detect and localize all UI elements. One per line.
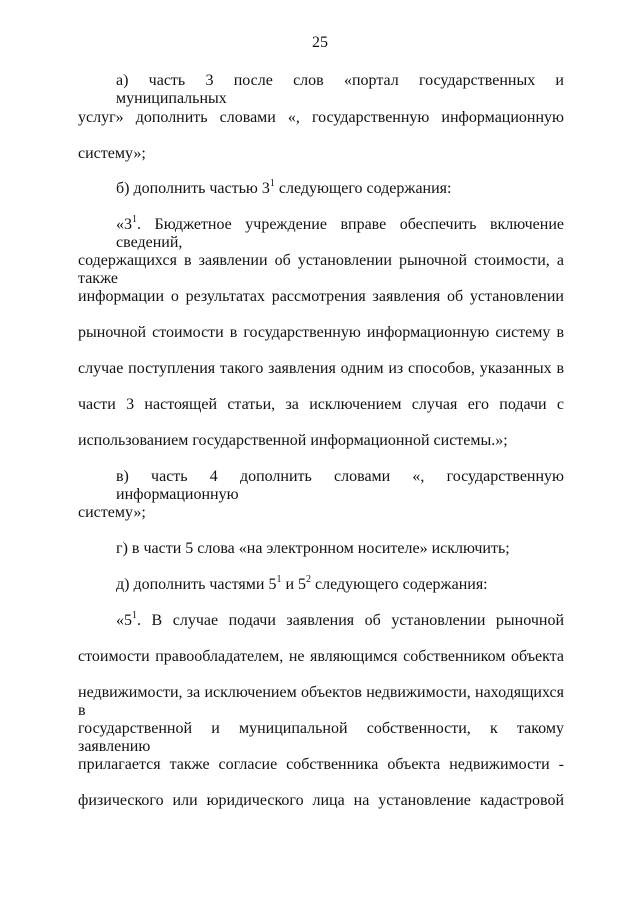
superscript: 1	[132, 213, 137, 225]
text-line: случае поступления такого заявления одним из способов, указанных в	[78, 360, 564, 377]
text-line: систему»;	[78, 504, 146, 521]
text-line: услуг» дополнить словами «, государственную информационную	[78, 109, 564, 126]
text-line: стоимости правообладателем, не являющимся собственником объекта	[78, 648, 564, 665]
text-line: «$3^1$. Бюджетное учреждение вправе обеспечить включение сведений,	[116, 213, 564, 251]
text-line: использованием государственной информационной системы.»;	[78, 432, 508, 449]
superscript: 1	[132, 609, 137, 621]
text-line: д) дополнить частями $5^1$ и $5^2$ следующего содержания:	[116, 573, 488, 593]
text-line: прилагается также согласие собственника объекта недвижимости -	[78, 756, 564, 773]
text-line: рыночной стоимости в государственную информационную систему в	[78, 324, 564, 341]
text-line: недвижимости, за исключением объектов недвижимости, находящихся в	[78, 684, 564, 719]
superscript: 1	[269, 177, 275, 189]
text-line: а) часть 3 после слов «портал государственных и муниципальных	[116, 72, 564, 107]
superscript: 2	[306, 573, 311, 585]
text-line: физического или юридического лица на установление кадастровой	[78, 792, 564, 809]
text-line: части 3 настоящей статьи, за исключением случая его подачи с	[78, 396, 564, 413]
text-line: г) в части 5 слова «на электронном носителе» исключить;	[116, 540, 510, 557]
text-line: б) дополнить частью $3^1$ следующего содержания:	[116, 177, 452, 197]
text-line: «$5^1$. В случае подачи заявления об установлении рыночной	[116, 609, 564, 629]
text-line: содержащихся в заявлении об установлении рыночной стоимости, а также	[78, 252, 564, 287]
text-line: систему»;	[78, 145, 146, 162]
text-line: в) часть 4 дополнить словами «, государственную информационную	[116, 468, 564, 503]
superscript: 1	[276, 573, 282, 585]
page-number: 25	[312, 34, 328, 51]
text-line: информации о результатах рассмотрения заявления об установлении	[78, 288, 564, 305]
text-line: государственной и муниципальной собственности, к такому заявлению	[78, 720, 564, 755]
